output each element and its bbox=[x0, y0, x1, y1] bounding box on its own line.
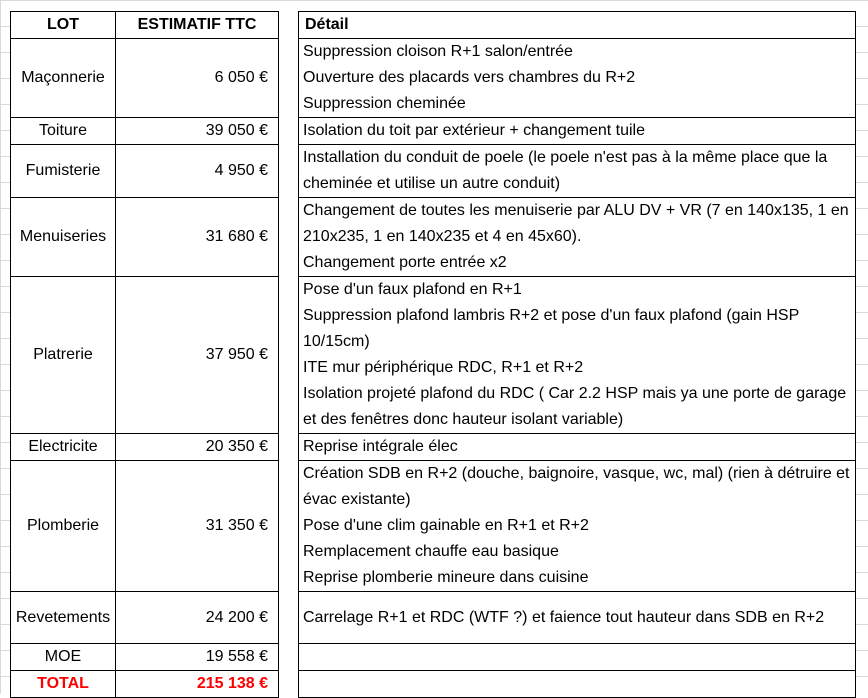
gap-cell[interactable] bbox=[279, 12, 299, 39]
detail-line: Reprise intégrale élec bbox=[303, 438, 458, 455]
lot-cell[interactable]: Plomberie bbox=[11, 461, 116, 592]
gap-cell[interactable] bbox=[279, 644, 299, 671]
detail-cell[interactable] bbox=[299, 644, 856, 671]
detail-line: Changement porte entrée x2 bbox=[303, 254, 507, 271]
table-row bbox=[11, 145, 856, 198]
amount-cell[interactable]: 39 050 € bbox=[116, 118, 279, 145]
estimate-table bbox=[10, 11, 856, 698]
amount-cell[interactable]: 31 680 € bbox=[116, 198, 279, 277]
table-row bbox=[11, 198, 856, 277]
detail-line: Remplacement chauffe eau basique bbox=[303, 543, 559, 560]
detail-cell[interactable] bbox=[299, 434, 856, 461]
detail-cell[interactable] bbox=[299, 118, 856, 145]
header-estimatif[interactable]: ESTIMATIF TTC bbox=[116, 12, 279, 39]
detail-cell[interactable] bbox=[299, 277, 856, 434]
detail-line: Changement de toutes les menuiserie par ALU DV + VR (7 en 140x135, 1 en 210x235, 1 en 140x235 et 4 en 45x60). bbox=[303, 202, 849, 245]
table-row bbox=[11, 644, 856, 671]
gap-cell[interactable] bbox=[279, 592, 299, 644]
gap-cell[interactable] bbox=[279, 434, 299, 461]
header-detail[interactable]: Détail bbox=[299, 12, 856, 39]
gap-cell[interactable] bbox=[279, 39, 299, 118]
amount-cell[interactable]: 19 558 € bbox=[116, 644, 279, 671]
lot-cell[interactable]: Fumisterie bbox=[11, 145, 116, 198]
lot-cell[interactable]: Menuiseries bbox=[11, 198, 116, 277]
detail-cell[interactable] bbox=[299, 671, 856, 698]
gap-cell[interactable] bbox=[279, 198, 299, 277]
lot-cell[interactable]: Toiture bbox=[11, 118, 116, 145]
detail-cell[interactable] bbox=[299, 198, 856, 277]
amount-cell[interactable]: 31 350 € bbox=[116, 461, 279, 592]
gap-cell[interactable] bbox=[279, 671, 299, 698]
total-row bbox=[11, 671, 856, 698]
detail-line: Pose d'un faux plafond en R+1 bbox=[303, 281, 522, 298]
detail-line: Suppression cloison R+1 salon/entrée bbox=[303, 43, 573, 60]
gap-cell[interactable] bbox=[279, 118, 299, 145]
amount-cell[interactable]: 6 050 € bbox=[116, 39, 279, 118]
lot-cell[interactable]: Maçonnerie bbox=[11, 39, 116, 118]
detail-line: Carrelage R+1 et RDC (WTF ?) et faience tout hauteur dans SDB en R+2 bbox=[303, 608, 825, 626]
table-row bbox=[11, 118, 856, 145]
detail-cell[interactable] bbox=[299, 592, 856, 644]
amount-cell[interactable]: 37 950 € bbox=[116, 277, 279, 434]
detail-line: Création SDB en R+2 (douche, baignoire, vasque, wc, mal) (rien à détruire et évac existante) bbox=[303, 465, 850, 508]
amount-cell[interactable]: 4 950 € bbox=[116, 145, 279, 198]
lot-cell[interactable]: Revetements bbox=[11, 592, 116, 644]
lot-cell[interactable]: MOE bbox=[11, 644, 116, 671]
lot-cell[interactable]: Electricite bbox=[11, 434, 116, 461]
lot-cell[interactable]: Platrerie bbox=[11, 277, 116, 434]
total-amount[interactable]: 215 138 € bbox=[116, 671, 279, 698]
total-label[interactable]: TOTAL bbox=[11, 671, 116, 698]
detail-line: Reprise plomberie mineure dans cuisine bbox=[303, 569, 589, 586]
detail-line: Pose d'une clim gainable en R+1 et R+2 bbox=[303, 517, 589, 534]
detail-line: Ouverture des placards vers chambres du R+2 bbox=[303, 69, 636, 86]
header-lot[interactable]: LOT bbox=[11, 12, 116, 39]
detail-line: Installation du conduit de poele (le poele n'est pas à la même place que la cheminée et utilise un autre conduit) bbox=[303, 149, 828, 192]
table-row bbox=[11, 277, 856, 434]
amount-cell[interactable]: 20 350 € bbox=[116, 434, 279, 461]
detail-line: Suppression plafond lambris R+2 et pose d'un faux plafond (gain HSP 10/15cm) bbox=[303, 307, 799, 350]
detail-line: ITE mur périphérique RDC, R+1 et R+2 bbox=[303, 359, 584, 376]
table-row bbox=[11, 592, 856, 644]
detail-cell[interactable] bbox=[299, 145, 856, 198]
gap-cell[interactable] bbox=[279, 145, 299, 198]
detail-cell[interactable] bbox=[299, 461, 856, 592]
detail-cell[interactable] bbox=[299, 39, 856, 118]
detail-line: Isolation du toit par extérieur + changement tuile bbox=[303, 122, 645, 139]
gap-cell[interactable] bbox=[279, 461, 299, 592]
header-row bbox=[11, 12, 856, 39]
table-row bbox=[11, 39, 856, 118]
gap-cell[interactable] bbox=[279, 277, 299, 434]
detail-line: Suppression cheminée bbox=[303, 95, 466, 112]
detail-line: Isolation projeté plafond du RDC ( Car 2.2 HSP mais ya une porte de garage et des fenêtres donc hauteur isolant variable) bbox=[303, 385, 847, 428]
amount-cell[interactable]: 24 200 € bbox=[116, 592, 279, 644]
table-row bbox=[11, 461, 856, 592]
table-row bbox=[11, 434, 856, 461]
